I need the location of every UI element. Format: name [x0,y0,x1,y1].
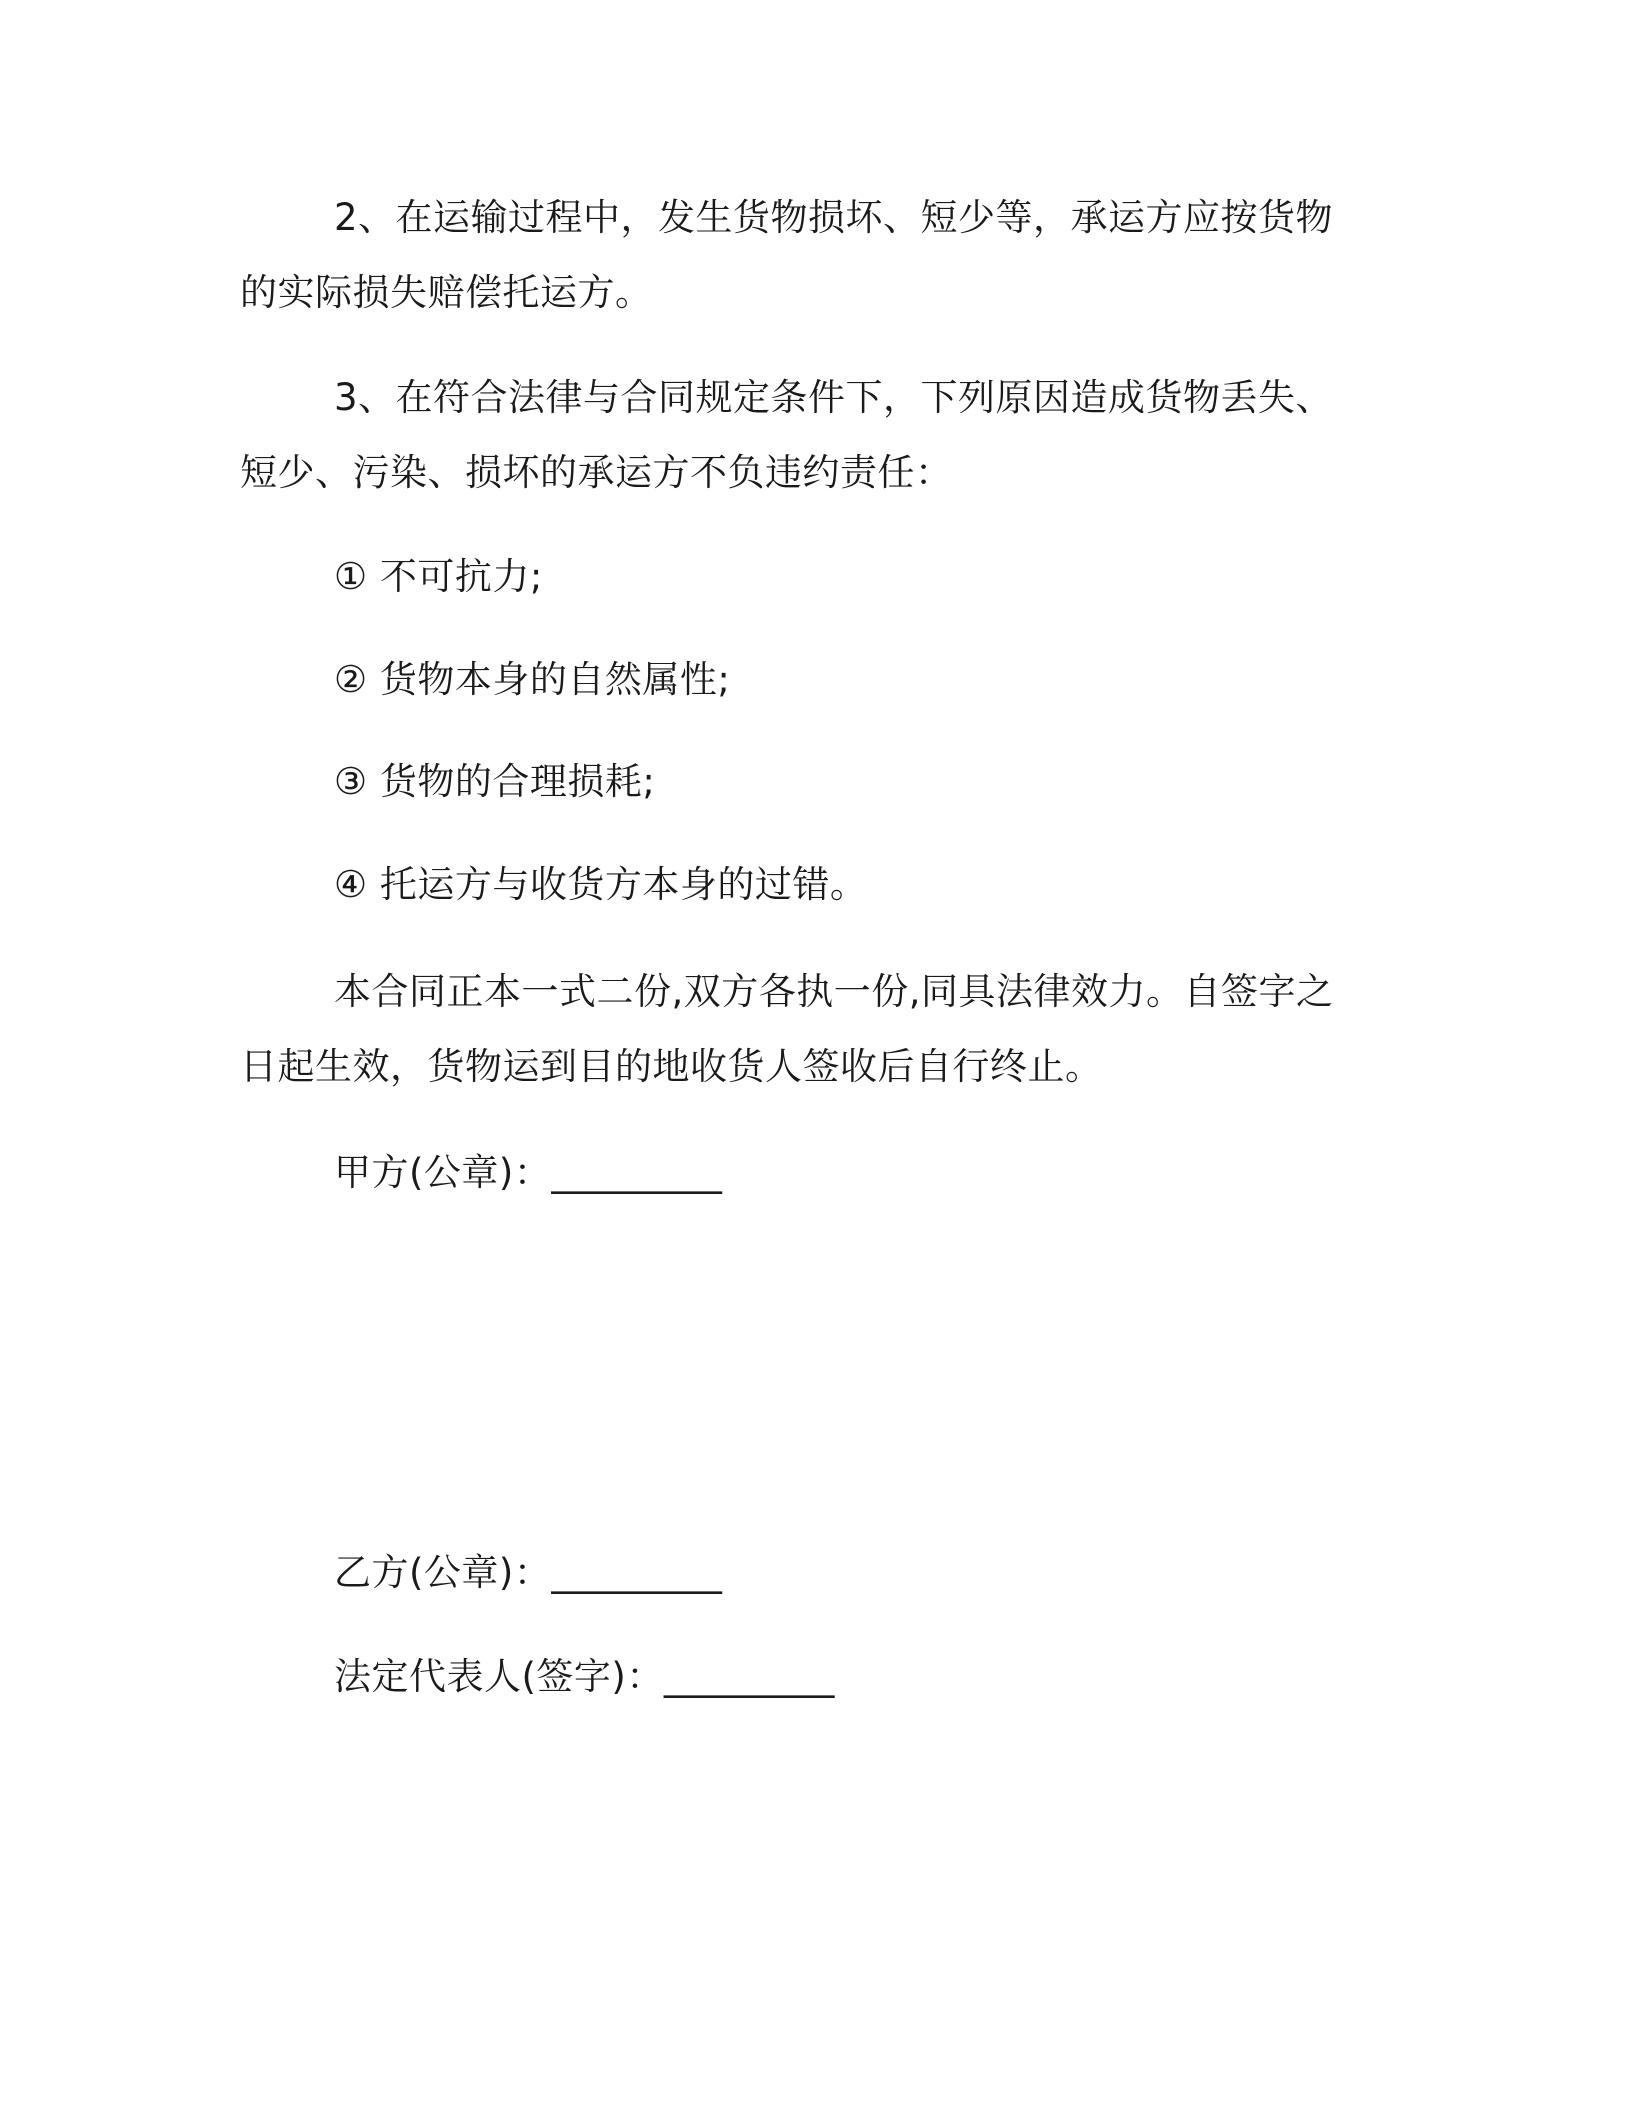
list-item-natural-property: ② 货物本身的自然属性; [334,658,731,701]
party-b-signature-line: 乙方(公章)：_________ [334,1551,723,1594]
clause-3-paragraph: 3、在符合法律与合同规定条件下，下列原因造成货物丢失、短少、污染、损坏的承运方不负违约责任： [240,376,1334,494]
clause-2-paragraph: 2、在运输过程中，发生货物损坏、短少等，承运方应按货物的实际损失赔偿托运方。 [240,196,1334,314]
list-item-party-fault: ④ 托运方与收货方本身的过错。 [334,863,868,906]
contract-validity-paragraph: 本合同正本一式二份,双方各执一份,同具法律效力。自签字之日起生效，货物运到目的地收货人签收后自行终止。 [240,970,1334,1088]
party-a-signature-line: 甲方(公章)：_________ [334,1151,723,1194]
legal-representative-signature-line: 法定代表人(签字)：_________ [334,1655,835,1698]
list-item-reasonable-loss: ③ 货物的合理损耗; [334,760,656,803]
list-item-force-majeure: ① 不可抗力; [334,555,543,598]
